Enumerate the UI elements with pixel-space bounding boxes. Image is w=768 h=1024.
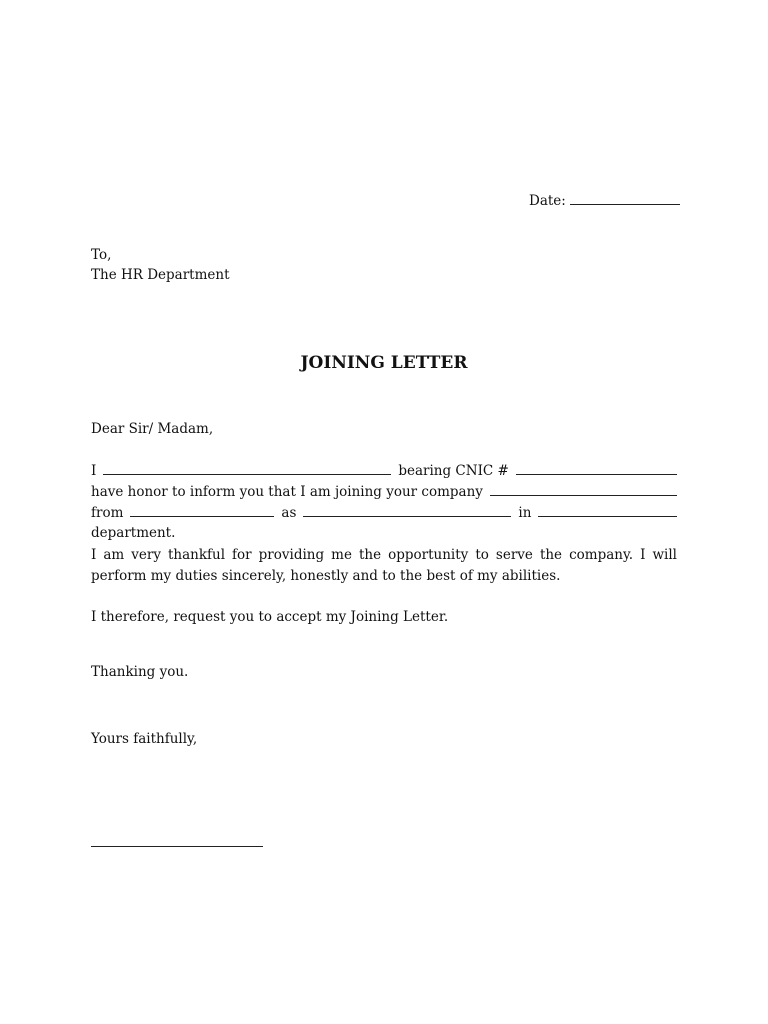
row2-text: have honor to inform you that I am joining your company xyxy=(91,484,483,500)
date-label: Date: xyxy=(529,193,566,209)
request-text: I therefore, request you to accept my Joining Letter. xyxy=(91,609,449,625)
date-line xyxy=(529,192,680,210)
company-blank[interactable] xyxy=(490,483,677,496)
letter-title: JOINING LETTER xyxy=(300,353,468,373)
name-cnic-row xyxy=(91,462,677,480)
row1-start-text: I xyxy=(91,463,97,479)
department-text: department. xyxy=(91,525,176,541)
in-label: in xyxy=(518,505,532,521)
cnic-label: bearing CNIC # xyxy=(398,463,509,479)
closing-text: Yours faithfully, xyxy=(91,731,198,747)
position-blank[interactable] xyxy=(303,504,511,517)
recipient: The HR Department xyxy=(91,267,230,283)
salutation: Dear Sir/ Madam, xyxy=(91,421,214,437)
as-label: as xyxy=(281,505,297,521)
company-row xyxy=(91,483,677,501)
from-label: from xyxy=(91,505,124,521)
date-position-row xyxy=(91,504,677,522)
date-blank[interactable] xyxy=(570,192,680,205)
from-date-blank[interactable] xyxy=(130,504,274,517)
thanks-text: Thanking you. xyxy=(91,664,189,680)
body-paragraph: I am very thankful for providing me the opportunity to serve the company. I will perform my duties sincerely, honestly and to the best of my abilities. xyxy=(91,547,677,584)
name-blank[interactable] xyxy=(103,462,391,475)
signature-line[interactable] xyxy=(91,846,263,847)
department-blank[interactable] xyxy=(538,504,677,517)
to-label: To, xyxy=(91,247,112,263)
cnic-blank[interactable] xyxy=(516,462,677,475)
